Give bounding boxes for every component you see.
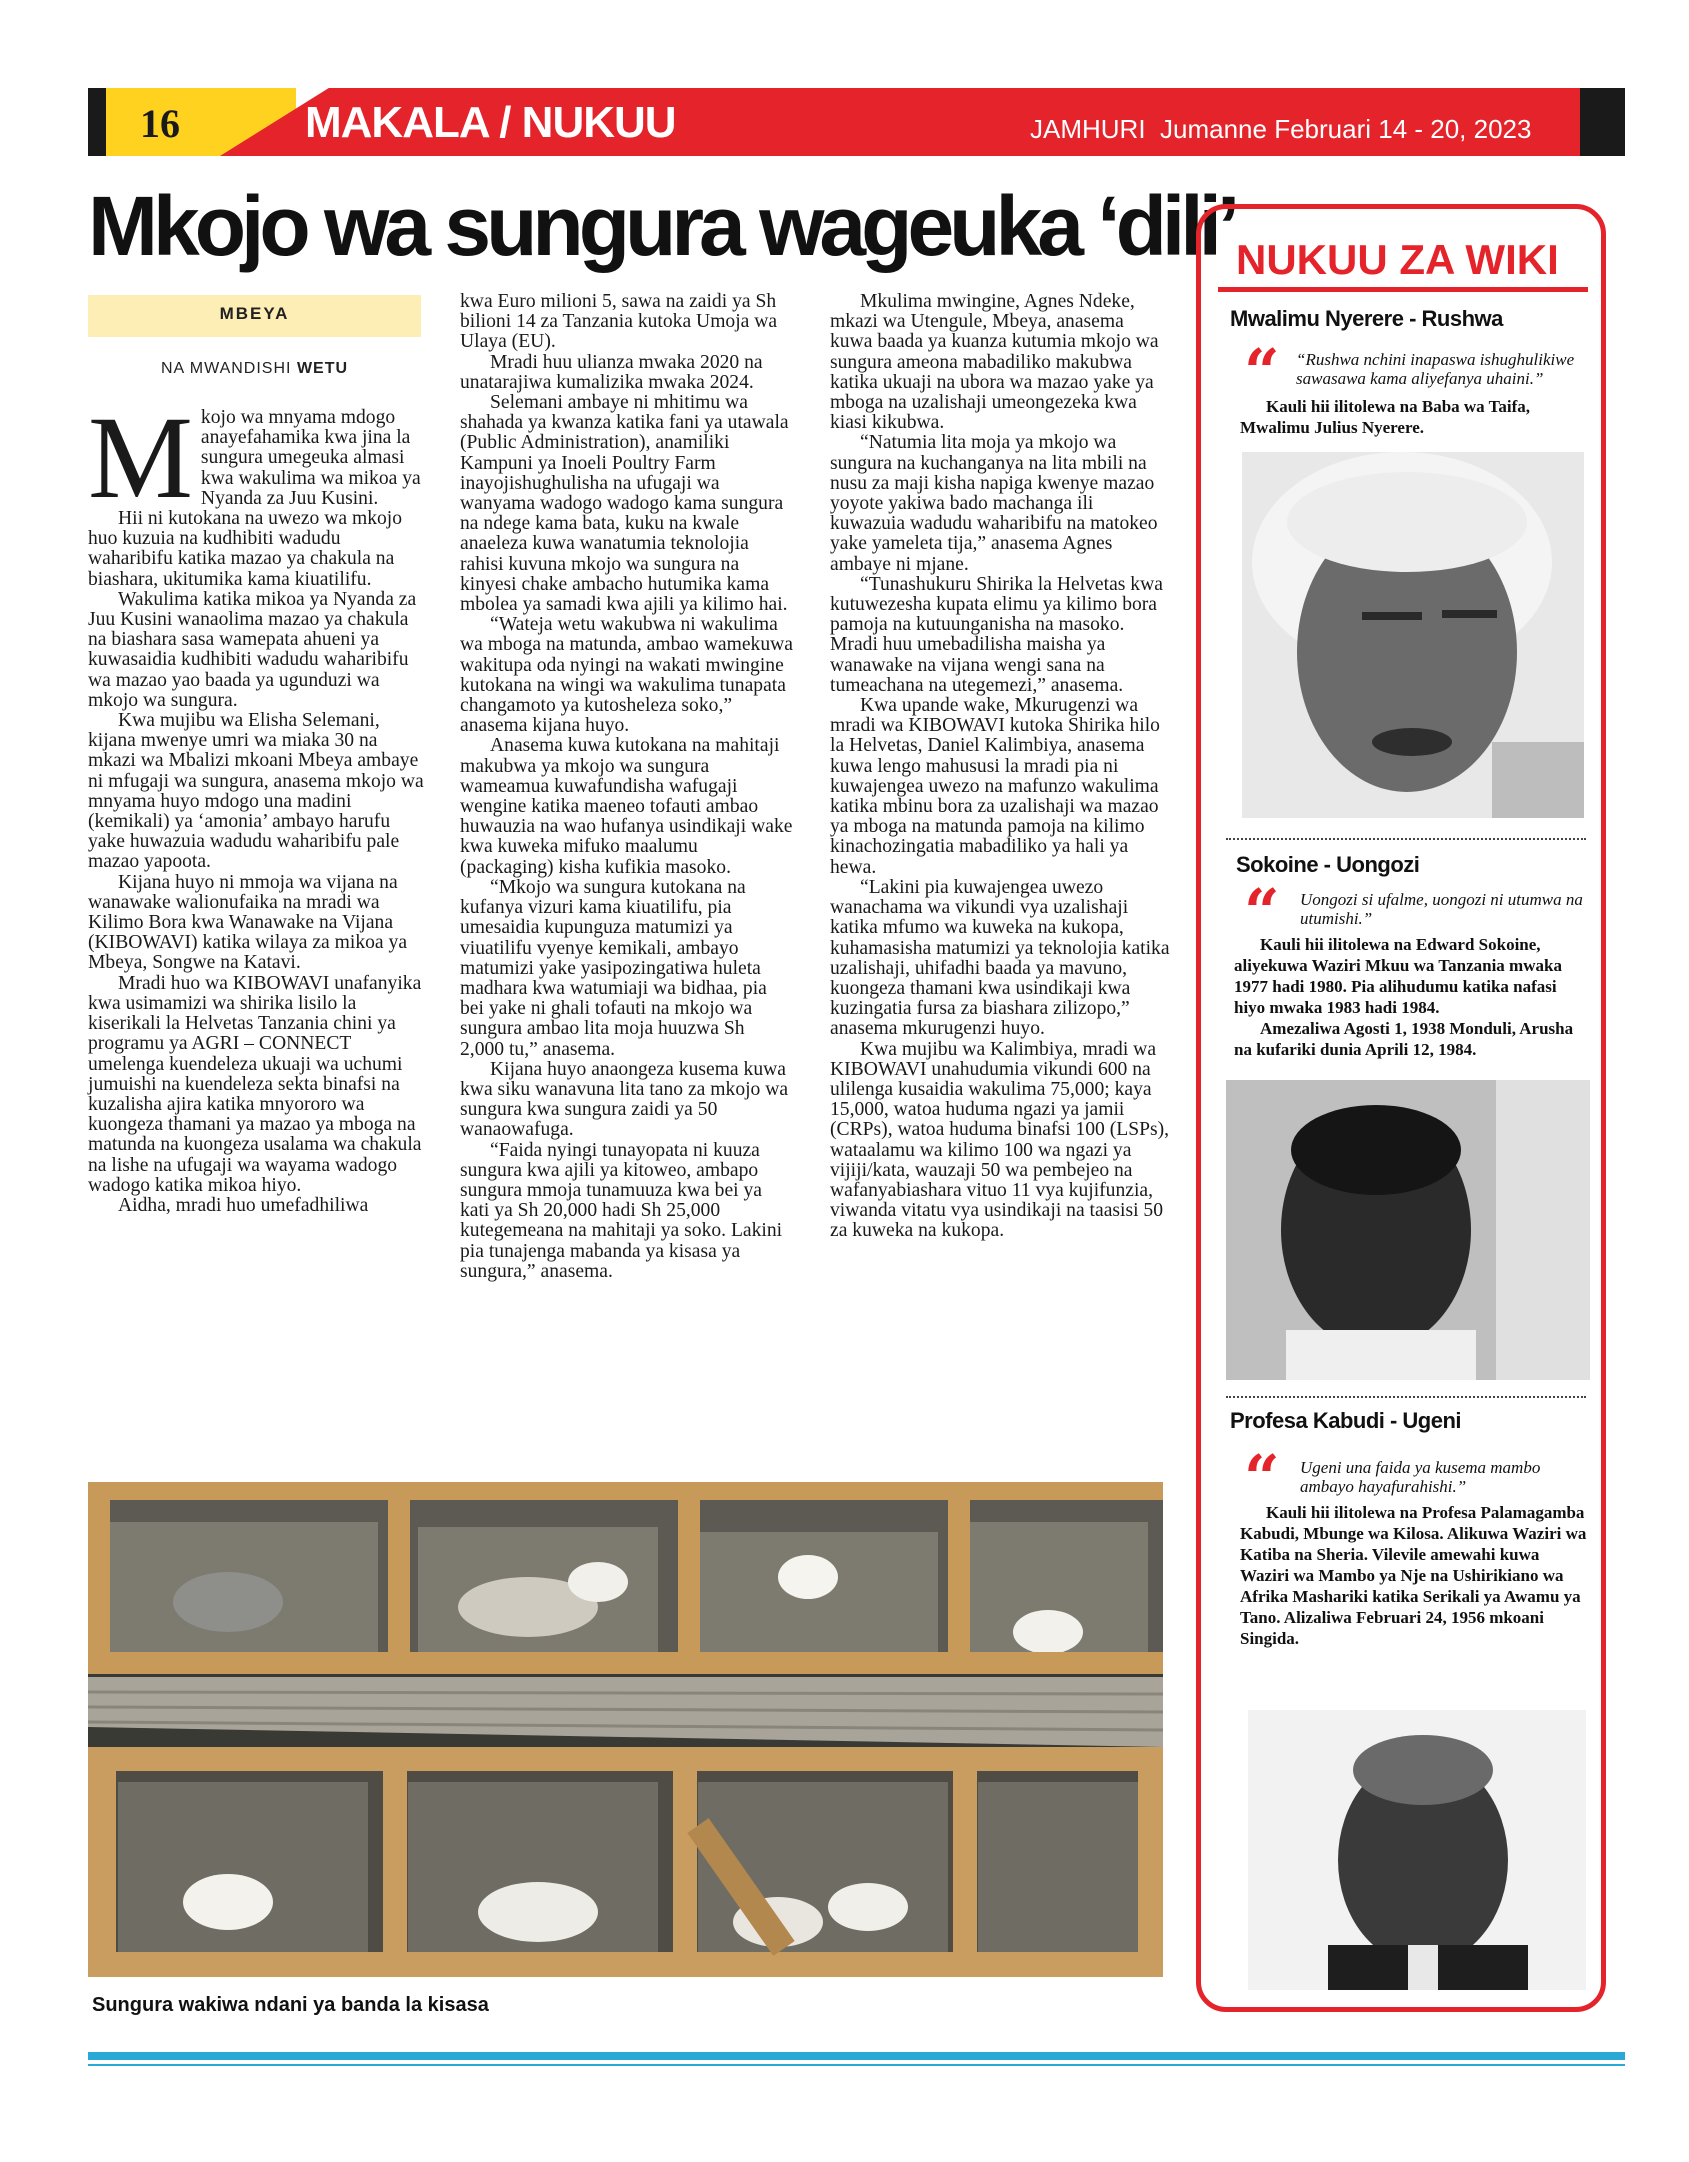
paragraph: “Natumia lita moja ya mkojo wa sungura na kuchanganya na lita mbili na nusu za maji kisha napiga kwenye mazao yoyote yakiwa bado machanga ili kuwazuia wadudu waharibifu na matokeo yake yameleta tija,” anasema Agnes ambaye ni mjane. xyxy=(830,432,1158,575)
issue-date: Jumanne Februari 14 - 20, 2023 xyxy=(1160,114,1532,144)
quote-text: “Rushwa nchini inapaswa ishughulikiwe sawasawa kama aliyefanya uhaini.” xyxy=(1296,350,1575,388)
byline-prefix: NA MWANDISHI xyxy=(160,360,292,377)
sokoine-portrait xyxy=(1226,1080,1590,1380)
paragraph: Mradi huu ulianza mwaka 2020 na unatarajiwa kumalizika mwaka 2024. xyxy=(460,351,763,393)
paragraph: Mradi huo wa KIBOWAVI unafanyika kwa usimamizi wa shirika lisilo la kiserikali la Helvetas Tanzania chini ya programu ya AGRI – CONNECT umelenga kuendeleza ukuaji wa uchumi jumuishi na kuendeleza sekta binafsi na kuzalisha ajira katika mnyororo wa kuongeza thamani ya mazao ya mboga na matunda na kuongeza usalama wa chakula na lishe na ufugaji wa wayama wadogo wadogo katika mikoa hiyo. xyxy=(88,972,422,1196)
quotes-title-rule xyxy=(1218,287,1588,292)
bottom-rule xyxy=(88,2052,1625,2060)
kabudi-portrait xyxy=(1248,1710,1586,1990)
issue-info xyxy=(1030,114,1531,145)
quote-mark-icon: “ xyxy=(1244,875,1280,948)
article-column-1 xyxy=(88,392,424,1216)
paragraph: “Tunashukuru Shirika la Helvetas kwa kutuwezesha kupata elimu ya kilimo bora pamoja na kutuunganisha na masoko. Mradi huu umebadilisha maisha ya wanawake na vijana wengi sana na tumeachana na utegemezi,” anasema. xyxy=(830,573,1163,696)
paragraph: “Lakini pia kuwajengea uwezo wanachama wa vikundi vya uzalishaji katika mfumo wa kuweka na kukopa, kuhamasisha matumizi ya teknolojia katika uzalishaji, uhifadhi baada ya mavuno, kuongeza thamani kwa usindikaji kwa kuzingatia fursa za biashara zilizopo,” anasema mkurugenzi huyo. xyxy=(830,876,1170,1040)
paragraph: Kwa upande wake, Mkurugenzi wa mradi wa KIBOWAVI kutoka Shirika hilo la Helvetas, Daniel Kalimbiya, anasema kuwa lengo mahususi la mradi pia ni kuwajengea uwezo na mafunzo wakulima katika mbinu bora za uzalishaji wa mazao ya mboga na matunda pamoja na kilimo kinachozingatia mabadiliko ya hali ya hewa. xyxy=(830,695,1160,878)
paragraph: Kijana huyo anaongeza kusema kuwa kwa siku wanavuna lita tano za mkojo wa sungura kwa sungura zaidi ya 50 wanaowafuga. xyxy=(460,1058,789,1141)
publication-name: JAMHURI xyxy=(1030,114,1146,144)
paragraph: Selemani ambaye ni mhitimu wa shahada ya kwanza katika fani ya utawala (Public Administration), anamiliki Kampuni ya Inoeli Poultry Farm inayojishughulisha na ufugaji wa wanyama wadogo wadogo kama sungura na ndege kama bata, kuku na kwale anaeleza kuwa wanatumia teknolojia rahisi kuvuna mkojo wa sungura na kinyesi chake ambacho hutumika kama mbolea ya samadi kwa ajili ya kilimo hai. xyxy=(460,392,789,616)
header-accent-left xyxy=(88,88,106,156)
quote-text: Uongozi si ufalme, uongozi ni utumwa na utumishi.” xyxy=(1300,890,1583,928)
paragraph: “Mkojo wa sungura kutokana na kufanya vizuri kama kiuatilifu, pia umesaidia kupunguza matumizi ya viuatilifu vyenye kemikali, ambayo matumizi yake yasipozingatiwa huleta madhara kwa watumiaji wa bidhaa, pia bei yake ni ghali tofauti na mkojo wa sungura ambao lita moja huuzwa Sh 2,000 tu,” anasema. xyxy=(460,876,767,1060)
dateline: MBEYA xyxy=(219,304,290,323)
drop-cap: M xyxy=(88,392,193,523)
paragraph: “Wateja wetu wakubwa ni wakulima wa mboga na matunda, ambao wamekuwa wakitupa oda nyingi na wakati mwingine kutokana na wingi wa wakulima tunapata changamoto ya kutosheleza soko,” anasema kijana huyo. xyxy=(460,614,793,737)
paragraph: Kwa mujibu wa Elisha Selemani, kijana mwenye umri wa miaka 30 na mkazi wa Mbalizi mkoani Mbeya ambaye ni mfugaji wa sungura, anasema mkojo wa mnyama huyo mdogo una madini (kemikali) ya ‘amonia’ ambayo harufu yake huwazuia wadudu waharibifu pale mazao yapoota. xyxy=(88,710,424,873)
quote-mark-icon: “ xyxy=(1244,335,1280,408)
page-number: 16 xyxy=(140,101,180,146)
rabbit-hutch-photo xyxy=(88,1482,1163,1977)
nyerere-portrait xyxy=(1242,452,1584,818)
paragraph: kwa Euro milioni 5, sawa na zaidi ya Sh bilioni 14 za Tanzania kutoka Umoja wa Ulaya (EU). xyxy=(460,291,778,353)
article-column-2 xyxy=(460,292,793,1282)
quote-note: Kauli hii ilitolewa na Edward Sokoine, aliyekuwa Waziri Mkuu wa Tanzania mwaka 1977 hadi 1980. Pia alihudumu katika nafasi hiyo mwaka 1983 hadi 1984. Amezaliwa Agosti 1, 1938 Monduli, Arusha na kufariki dunia Aprili 12, 1984. xyxy=(1234,935,1574,1059)
header-accent-right xyxy=(1580,88,1625,156)
byline-name: WETU xyxy=(296,360,349,377)
paragraph: Kijana huyo ni mmoja wa vijana na wanawake walionufaika na mradi wa Kilimo Bora kwa Wanawake na Vijana (KIBOWAVI) katika wilaya za mikoa ya Mbeya, Songwe na Katavi. xyxy=(88,871,408,974)
divider xyxy=(1226,838,1586,840)
quote-speaker: Mwalimu Nyerere - Rushwa xyxy=(1230,306,1503,331)
quote-note: Kauli hii ilitolewa na Profesa Palamagamba Kabudi, Mbunge wa Kilosa. Alikuwa Waziri wa Katiba na Sheria. Vilevile amewahi kuwa Waziri wa Mambo ya Nje na Ushirikiano wa Afrika Mashariki katika Serikali ya Awamu ya Tano. Alizaliwa Februari 24, 1956 mkoani Singida. xyxy=(1240,1503,1587,1648)
quote-note: Kauli hii ilitolewa na Baba wa Taifa, Mwalimu Julius Nyerere. xyxy=(1240,397,1531,437)
divider xyxy=(1226,1396,1586,1398)
section-title: MAKALA / NUKUU xyxy=(305,98,676,147)
paragraph: Wakulima katika mikoa ya Nyanda za Juu Kusini wanaolima mazao ya chakula na biashara sasa wamepata ahueni ya kuwasaidia kudhibiti wadudu waharibifu wa mazao yao baada ya ugunduzi wa mkojo wa sungura. xyxy=(88,588,417,711)
quote-speaker: Profesa Kabudi - Ugeni xyxy=(1230,1408,1462,1433)
paragraph: “Faida nyingi tunayopata ni kuuza sungura kwa ajili ya kitoweo, ambapo sungura mmoja tunamuuza kwa bei ya kati ya Sh 20,000 hadi Sh 25,000 kutegemeana na mahitaji ya soko. Lakini pia tunajenga mabanda ya kisasa ya sungura,” anasema. xyxy=(460,1139,783,1282)
paragraph: Kwa mujibu wa Kalimbiya, mradi wa KIBOWAVI unahudumia vikundi 600 na ulilenga kusaidia wakulima 75,000; kaya 15,000, watoa huduma ngazi ya jamii (CRPs), watoa huduma binafsi 100 (LSPs), wataalamu wa kilimo 100 wa ngazi ya vijiji/kata, wauzaji 50 wa pembejeo na wafanyabiashara vituo 11 vya kujifunzia, viwanda vitatu vya usindikaji na taasisi 50 za kuweka na kukopa. xyxy=(830,1038,1170,1242)
quote-speaker: Sokoine - Uongozi xyxy=(1236,852,1420,877)
paragraph: Mkojo wa mnyama mdogo anayefahamika kwa jina la sungura umegeuka almasi kwa wakulima wa mikoa ya Nyanda za Juu Kusini. xyxy=(88,392,421,523)
quotes-title: NUKUU ZA WIKI xyxy=(1236,236,1559,283)
quote-text: Ugeni una faida ya kusema mambo ambayo hayafurahishi.” xyxy=(1300,1458,1541,1496)
paragraph: Anasema kuwa kutokana na mahitaji makubwa ya mkojo wa sungura wameamua kuwafundisha wafugaji wengine katika maeneo tofauti ambao huwauzia na wao hufanya usindikaji wake kwa kuweka mifuko maalumu (packaging) kisha kufikia masoko. xyxy=(460,735,793,878)
paragraph: Hii ni kutokana na uwezo wa mkojo huo kuzuia na kudhibiti wadudu waharibifu katika mazao ya chakula na biashara, ukitumika kama kiuatilifu. xyxy=(88,508,403,590)
article-column-3 xyxy=(830,292,1170,1242)
paragraph: Aidha, mradi huo umefadhiliwa xyxy=(118,1194,369,1216)
photo-caption: Sungura wakiwa ndani ya banda la kisasa xyxy=(92,1994,489,2016)
paragraph: Mkulima mwingine, Agnes Ndeke, mkazi wa Utengule, Mbeya, anasema kuwa baada ya kuanza kutumia mkojo wa sungura ameona mabadiliko makubwa katika ukuaji na ubora wa mazao yake ya mboga na uzalishaji umeongezeka kwa kiasi kikubwa. xyxy=(830,291,1159,434)
bottom-rule-thin xyxy=(88,2064,1625,2066)
byline xyxy=(88,360,421,378)
article-headline: Mkojo wa sungura wageuka ‘dili’ xyxy=(88,179,1236,273)
quote-mark-icon: “ xyxy=(1244,1441,1280,1514)
